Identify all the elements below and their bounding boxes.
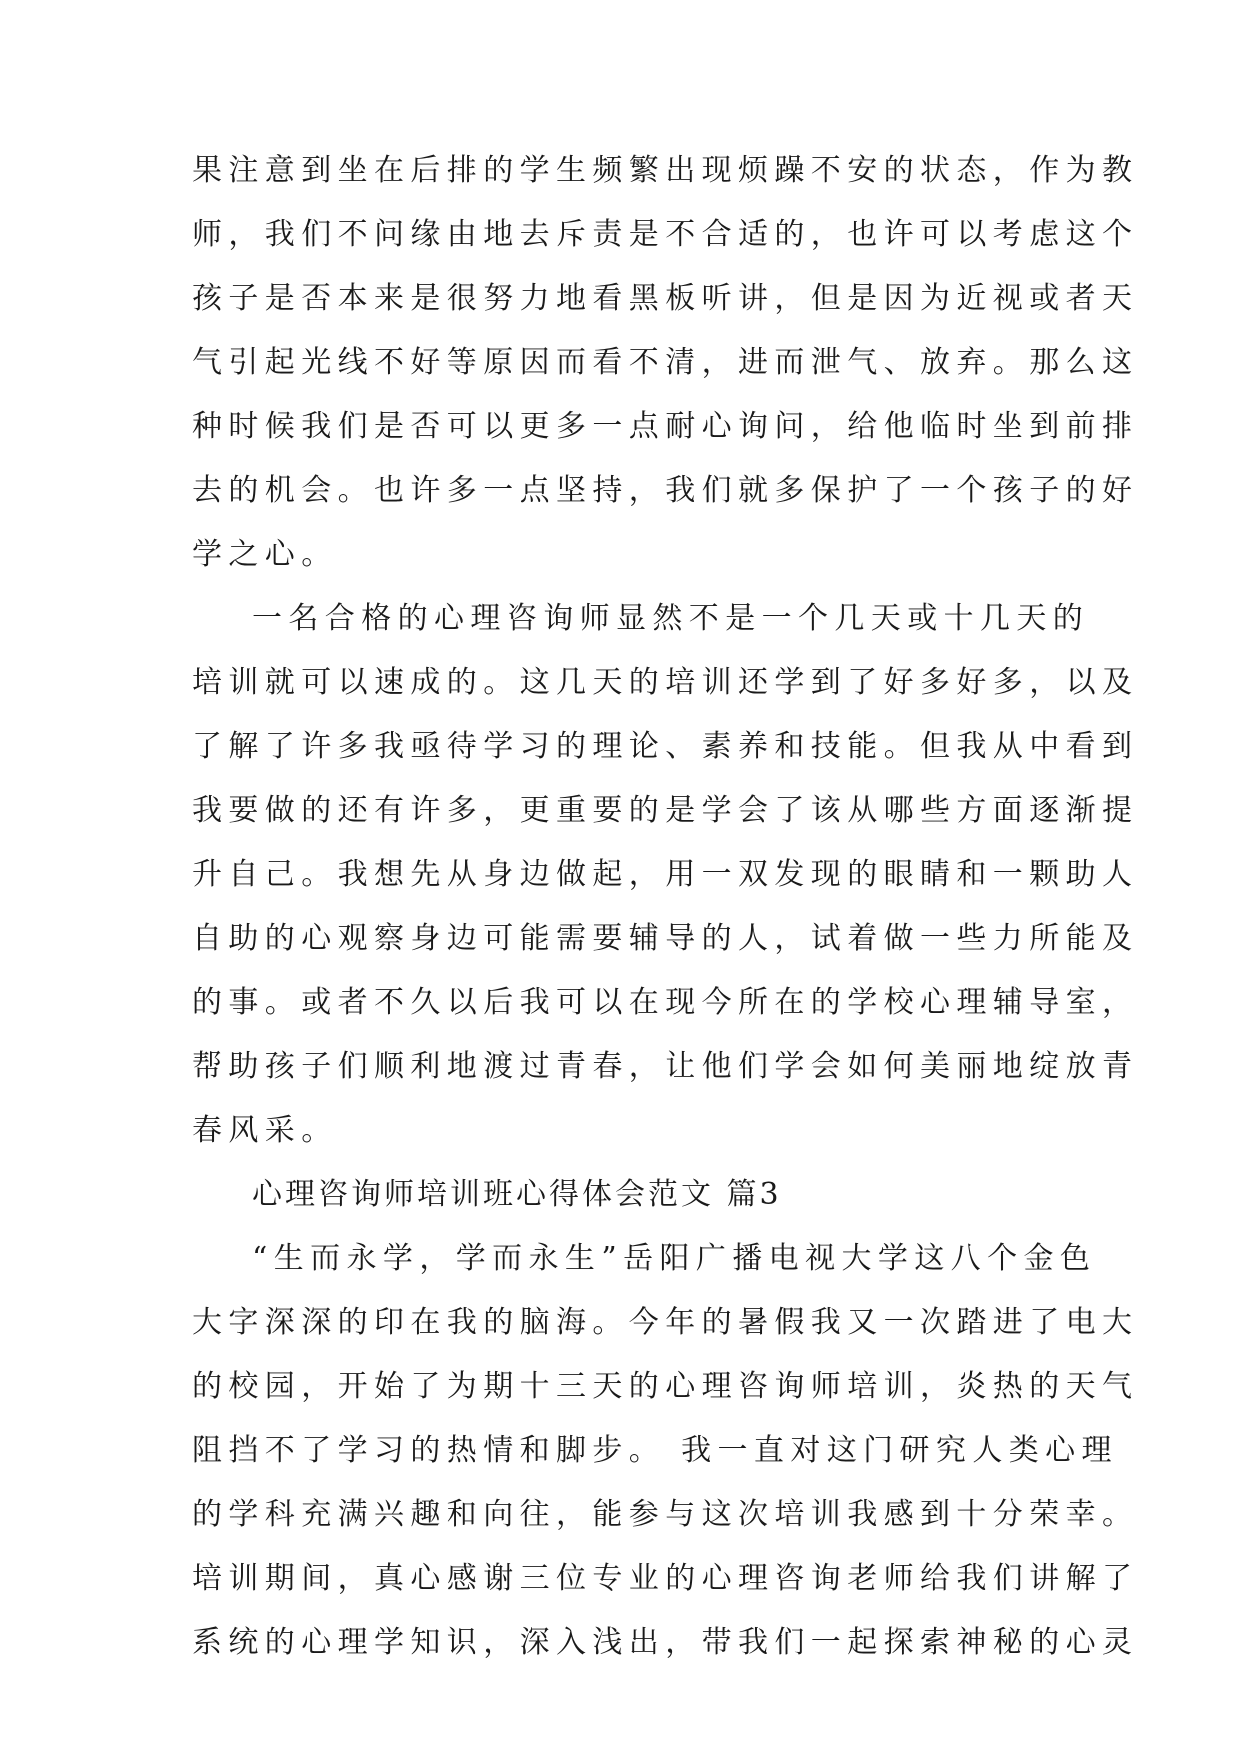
text-line: 师，我们不问缘由地去斥责是不合适的，也许可以考虑这个	[192, 217, 1139, 252]
text-line: 阻挡不了学习的热情和脚步。 我一直对这门研究人类心理	[192, 1433, 1118, 1468]
text-line: 升自己。我想先从身边做起，用一双发现的眼睛和一颗助人	[192, 857, 1139, 892]
text-line: 的事。或者不久以后我可以在现今所在的学校心理辅导室，	[192, 985, 1139, 1020]
text-line: 自助的心观察身边可能需要辅导的人，试着做一些力所能及	[192, 921, 1139, 956]
text-line: 了解了许多我亟待学习的理论、素养和技能。但我从中看到	[192, 729, 1139, 764]
text-line: 培训期间，真心感谢三位专业的心理咨询老师给我们讲解了	[192, 1561, 1139, 1596]
text-line: 大字深深的印在我的脑海。今年的暑假我又一次踏进了电大	[192, 1305, 1139, 1340]
text-line: 的学科充满兴趣和向往，能参与这次培训我感到十分荣幸。	[192, 1497, 1139, 1532]
text-line: 培训就可以速成的。这几天的培训还学到了好多好多，以及	[192, 665, 1139, 700]
text-line: 的校园，开始了为期十三天的心理咨询师培训，炎热的天气	[192, 1369, 1139, 1404]
section-heading: 心理咨询师培训班心得体会范文 篇3	[252, 1177, 782, 1212]
text-line: 春风采。	[192, 1113, 338, 1148]
text-line: 帮助孩子们顺利地渡过青春，让他们学会如何美丽地绽放青	[192, 1049, 1139, 1084]
text-line: 去的机会。也许多一点坚持，我们就多保护了一个孩子的好	[192, 473, 1139, 508]
text-line: “生而永学，学而永生”岳阳广播电视大学这八个金色	[252, 1241, 1097, 1276]
text-line: 我要做的还有许多，更重要的是学会了该从哪些方面逐渐提	[192, 793, 1139, 828]
text-line: 气引起光线不好等原因而看不清，进而泄气、放弃。那么这	[192, 345, 1139, 380]
text-line: 孩子是否本来是很努力地看黑板听讲，但是因为近视或者天	[192, 281, 1139, 316]
text-line: 系统的心理学知识，深入浅出，带我们一起探索神秘的心灵	[192, 1625, 1139, 1660]
text-line: 一名合格的心理咨询师显然不是一个几天或十几天的	[252, 601, 1090, 636]
text-line: 果注意到坐在后排的学生频繁出现烦躁不安的状态，作为教	[192, 153, 1139, 188]
text-line: 学之心。	[192, 537, 338, 572]
text-line: 种时候我们是否可以更多一点耐心询问，给他临时坐到前排	[192, 409, 1139, 444]
